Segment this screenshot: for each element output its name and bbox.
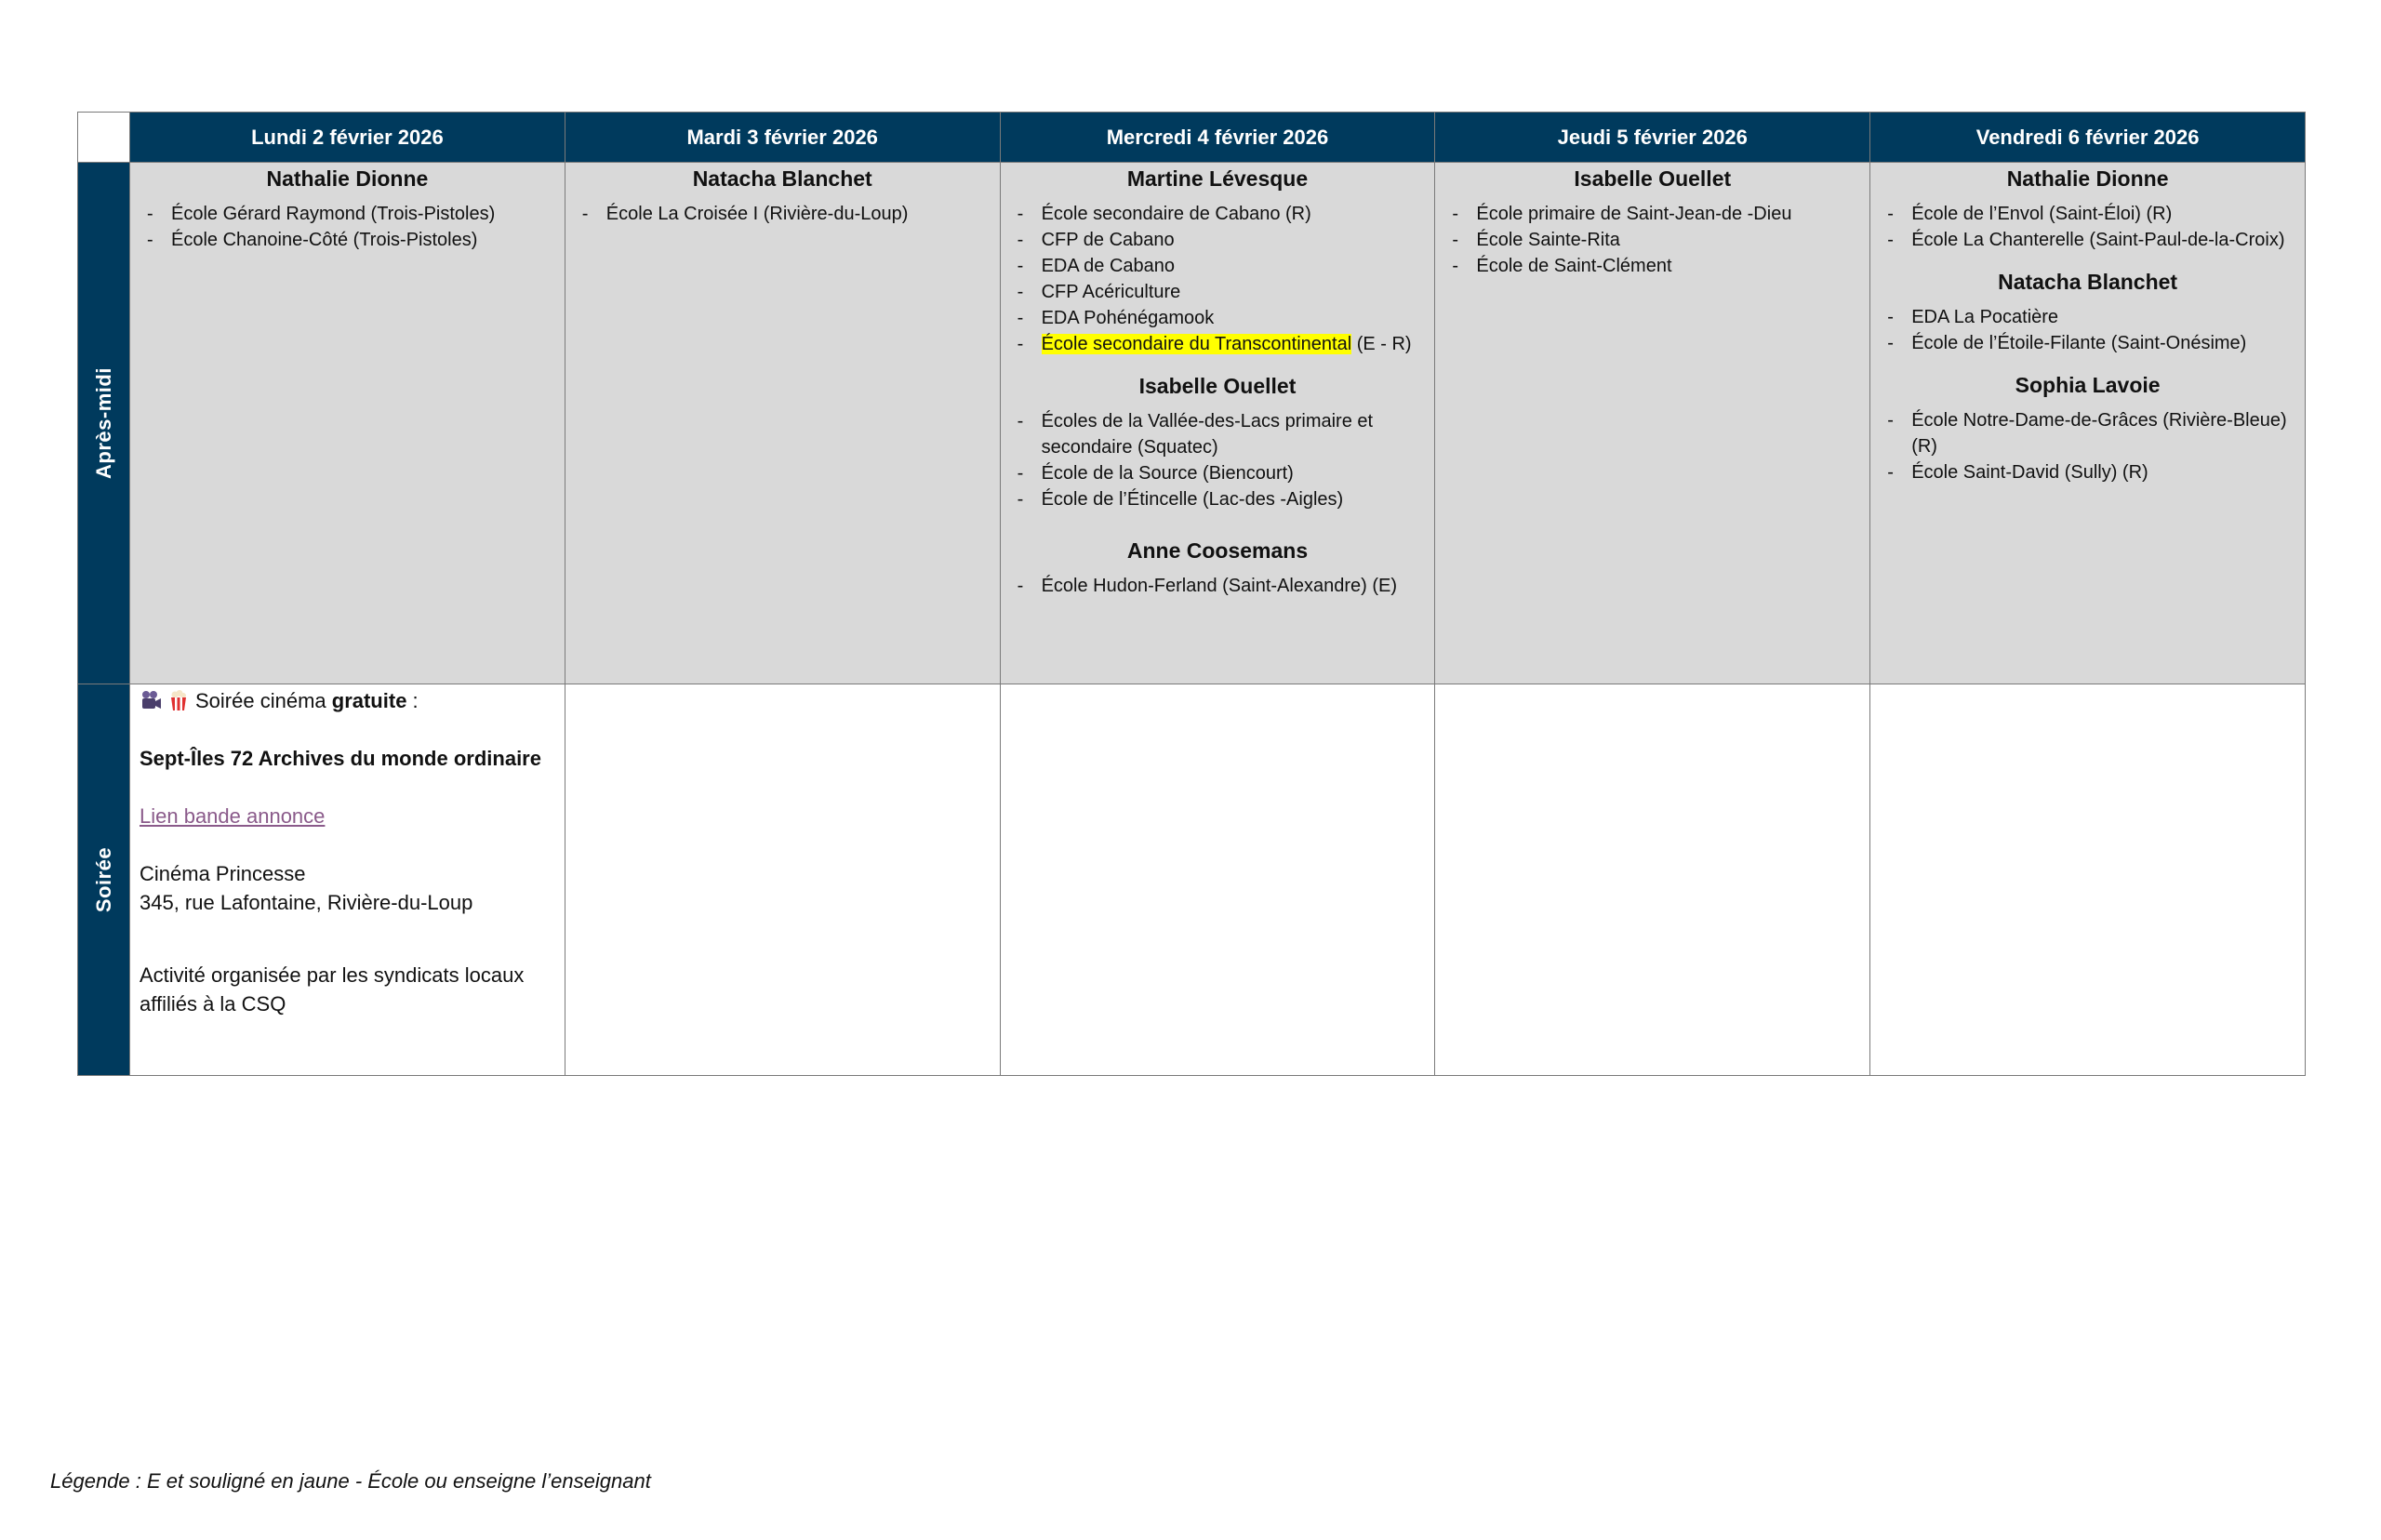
evening-row — [78, 684, 2306, 1076]
school-item: - École La Croisée I (Rivière-du-Loup) — [575, 201, 991, 227]
school-list — [1880, 407, 2295, 485]
school-list — [1010, 201, 1426, 357]
film-title — [140, 744, 555, 773]
trailer-link[interactable]: Lien bande annonce — [140, 804, 326, 828]
trailer-link-line — [140, 802, 555, 830]
school-item: - École de Saint-Clément — [1444, 253, 1860, 279]
evening-thursday-cell — [1435, 684, 1870, 1076]
school-item: - EDA La Pocatière — [1880, 304, 2295, 330]
school-list — [140, 201, 555, 253]
school-list — [1010, 573, 1426, 599]
school-item: - École Sainte-Rita — [1444, 227, 1860, 253]
person-name: Martine Lévesque — [1126, 166, 1309, 191]
day-header-wednesday: Mercredi 4 février 2026 — [1000, 113, 1435, 163]
person-name: Natacha Blanchet — [1998, 270, 2178, 294]
school-item: - École Chanoine-Côté (Trois-Pistoles) — [140, 227, 555, 253]
venue-address: 345, rue Lafontaine, Rivière-du-Loup — [140, 891, 473, 914]
evening-wednesday-cell — [1000, 684, 1435, 1076]
highlighted-school: École secondaire du Transcontinental — [1041, 334, 1352, 354]
popcorn-icon — [167, 689, 190, 711]
school-item: - École Notre-Dame-de-Grâces (Rivière-Bleue) (R) — [1880, 407, 2295, 459]
school-item: - École Hudon-Ferland (Saint-Alexandre) (E) — [1010, 573, 1426, 599]
evening-intro-bold: gratuite — [331, 689, 407, 712]
school-item: - École La Chanterelle (Saint-Paul-de-la-Croix) — [1880, 227, 2295, 253]
school-item: - École de l’Étincelle (Lac-des -Aigles) — [1010, 486, 1426, 512]
afternoon-monday-cell — [130, 163, 565, 684]
school-list — [575, 201, 991, 227]
evening-intro — [140, 686, 555, 715]
school-item: - EDA Pohénégamook — [1010, 305, 1426, 331]
person-name: Natacha Blanchet — [692, 166, 872, 191]
evening-tuesday-cell — [565, 684, 1000, 1076]
school-list — [1880, 304, 2295, 356]
afternoon-wednesday-cell — [1000, 163, 1435, 684]
person-name: Isabelle Ouellet — [1138, 374, 1297, 398]
film-camera-icon — [140, 689, 162, 711]
evening-friday-cell — [1870, 684, 2306, 1076]
school-item-highlighted — [1010, 331, 1426, 357]
afternoon-tuesday-cell — [565, 163, 1000, 684]
afternoon-row-label — [78, 163, 130, 684]
school-item: - Écoles de la Vallée-des-Lacs primaire et secondaire (Squatec) — [1010, 408, 1426, 460]
person-name: Isabelle Ouellet — [1574, 166, 1732, 191]
school-item: - École Saint-David (Sully) (R) — [1880, 459, 2295, 485]
school-item: - CFP Acériculture — [1010, 279, 1426, 305]
header-row — [78, 113, 2306, 163]
corner-cell — [78, 113, 130, 163]
school-item: - École de l’Étoile-Filante (Saint-Onésime) — [1880, 330, 2295, 356]
school-list — [1880, 201, 2295, 253]
school-list — [1444, 201, 1860, 279]
evening-intro-end: : — [406, 689, 419, 712]
afternoon-row — [78, 163, 2306, 684]
person-name: Nathalie Dionne — [266, 166, 429, 191]
day-header-tuesday: Mardi 3 février 2026 — [565, 113, 1000, 163]
evening-intro-text: Soirée cinéma — [195, 689, 332, 712]
venue-name: Cinéma Princesse — [140, 862, 306, 885]
school-item: - École secondaire de Cabano (R) — [1010, 201, 1426, 227]
school-item: - École de l’Envol (Saint-Éloi) (R) — [1880, 201, 2295, 227]
person-name: Nathalie Dionne — [2006, 166, 2169, 191]
school-list — [1010, 408, 1426, 512]
school-item: - École Gérard Raymond (Trois-Pistoles) — [140, 201, 555, 227]
school-item: - EDA de Cabano — [1010, 253, 1426, 279]
schedule-table — [77, 112, 2306, 1076]
film-title-text: Sept-Îles 72 Archives du monde ordinaire — [140, 747, 541, 770]
day-header-thursday: Jeudi 5 février 2026 — [1435, 113, 1870, 163]
evening-row-label — [78, 684, 130, 1076]
school-item: - CFP de Cabano — [1010, 227, 1426, 253]
school-suffix: (E - R) — [1351, 334, 1412, 354]
school-item: - École de la Source (Biencourt) — [1010, 460, 1426, 486]
day-header-monday: Lundi 2 février 2026 — [130, 113, 565, 163]
day-header-friday: Vendredi 6 février 2026 — [1870, 113, 2306, 163]
person-name: Anne Coosemans — [1126, 538, 1309, 563]
evening-label-text: Soirée — [91, 846, 115, 913]
afternoon-label-text: Après-midi — [91, 367, 115, 479]
person-name: Sophia Lavoie — [2015, 373, 2161, 397]
afternoon-thursday-cell — [1435, 163, 1870, 684]
organizer-note: Activité organisée par les syndicats locaux affiliés à la CSQ — [140, 963, 525, 1016]
evening-monday-cell — [130, 684, 565, 1076]
afternoon-friday-cell — [1870, 163, 2306, 684]
school-item: - École primaire de Saint-Jean-de -Dieu — [1444, 201, 1860, 227]
legend: Légende : E et souligné en jaune - École ou enseigne l’enseignant — [50, 1469, 651, 1493]
